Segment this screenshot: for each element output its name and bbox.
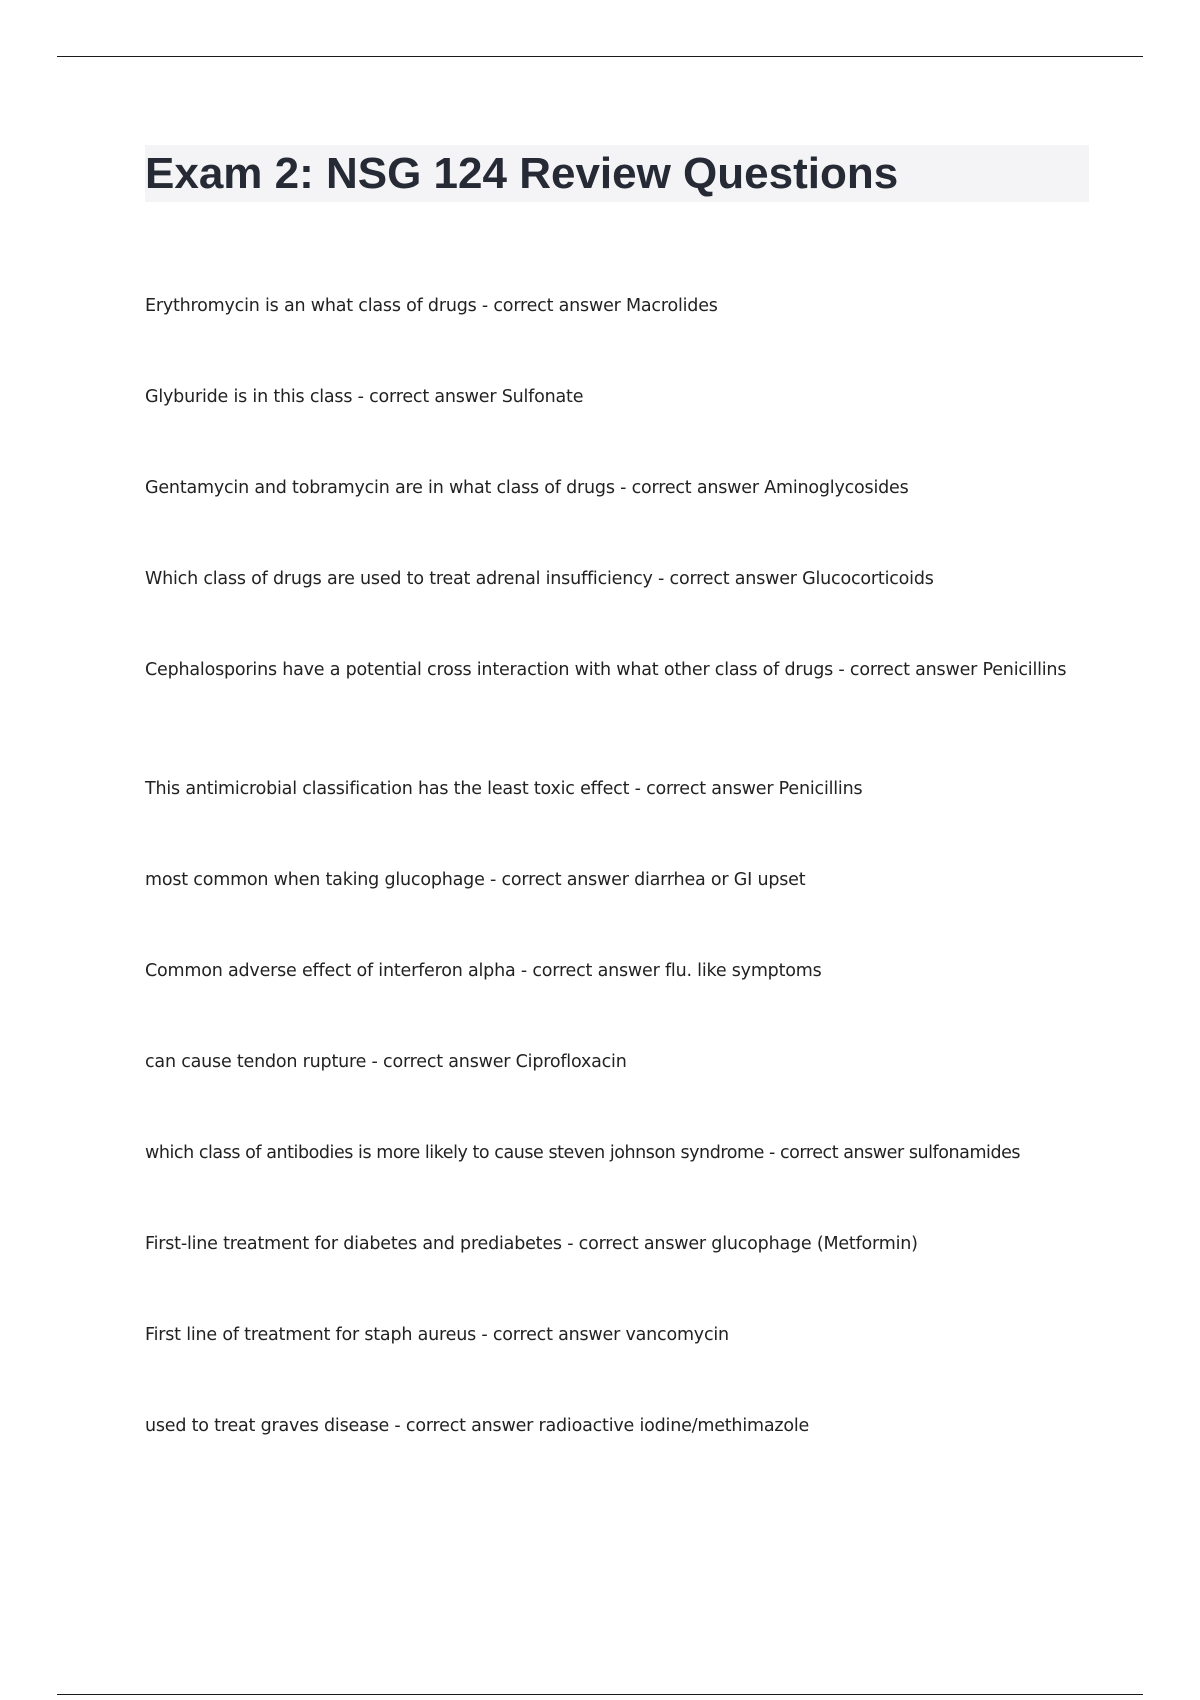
question-item: Erythromycin is an what class of drugs - correct answer Macrolides bbox=[145, 296, 718, 316]
question-item: which class of antibodies is more likely to cause steven johnson syndrome - correct answer sulfonamides bbox=[145, 1143, 1021, 1163]
question-item: First line of treatment for staph aureus - correct answer vancomycin bbox=[145, 1325, 729, 1345]
question-item: Gentamycin and tobramycin are in what class of drugs - correct answer Aminoglycosides bbox=[145, 478, 909, 498]
question-item: This antimicrobial classification has the least toxic effect - correct answer Penicillins bbox=[145, 779, 863, 799]
bottom-divider bbox=[57, 1694, 1143, 1695]
question-item: Glyburide is in this class - correct answer Sulfonate bbox=[145, 387, 584, 407]
question-item: most common when taking glucophage - correct answer diarrhea or GI upset bbox=[145, 870, 806, 890]
document-title: Exam 2: NSG 124 Review Questions bbox=[145, 149, 899, 198]
question-item: can cause tendon rupture - correct answer Ciprofloxacin bbox=[145, 1052, 627, 1072]
question-item: used to treat graves disease - correct answer radioactive iodine/methimazole bbox=[145, 1416, 810, 1436]
question-item: Cephalosporins have a potential cross interaction with what other class of drugs - correct answer Penicillins bbox=[145, 660, 1067, 680]
question-item: Common adverse effect of interferon alpha - correct answer flu. like symptoms bbox=[145, 961, 822, 981]
question-item: Which class of drugs are used to treat adrenal insufficiency - correct answer Glucocorticoids bbox=[145, 569, 934, 589]
question-item: First-line treatment for diabetes and prediabetes - correct answer glucophage (Metformin) bbox=[145, 1234, 918, 1254]
title-banner bbox=[145, 145, 1089, 202]
top-divider bbox=[57, 56, 1143, 57]
